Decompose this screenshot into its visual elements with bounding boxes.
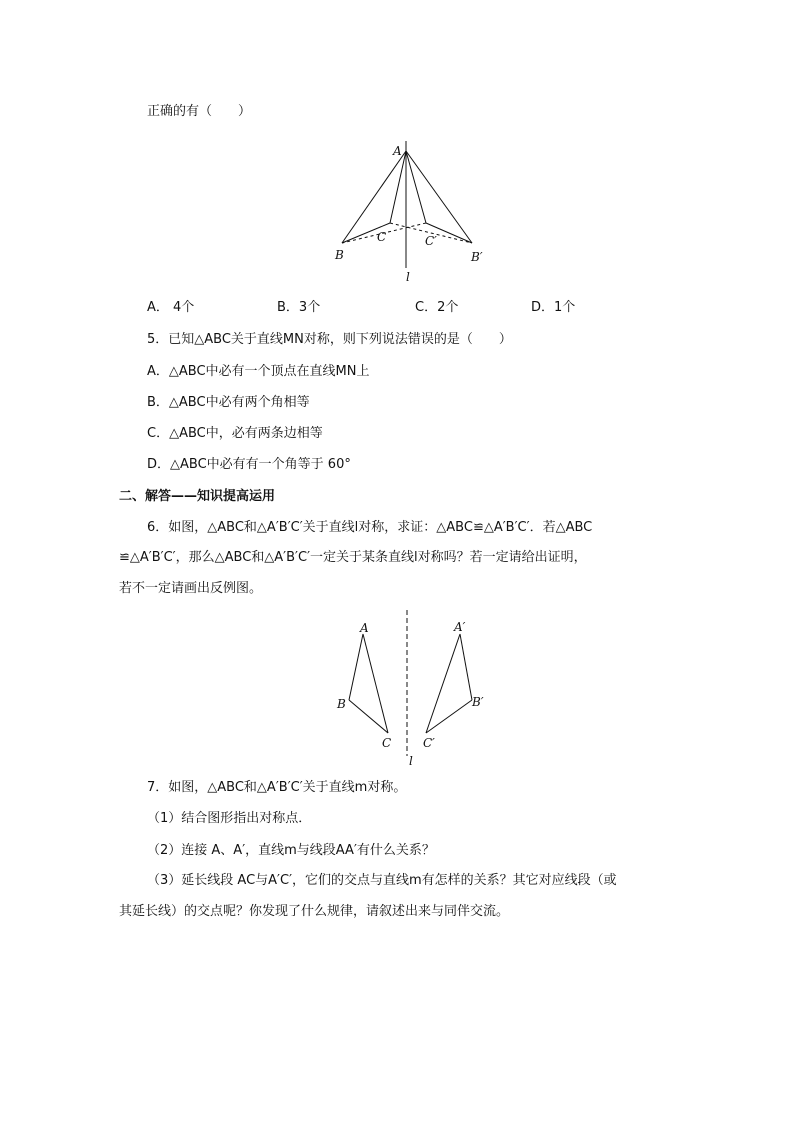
section2-heading: 二、解答——知识提高运用	[119, 489, 276, 504]
segment-AB	[349, 634, 363, 700]
label-C: C	[382, 736, 392, 750]
label-C-prime: C′	[425, 234, 437, 248]
q4-option-c: C．2个	[415, 300, 459, 315]
segment-AB-prime	[460, 634, 472, 700]
q4-option-d: D．1个	[531, 300, 576, 315]
label-B: B	[335, 248, 344, 262]
q4-option-a: A． 4个	[147, 300, 195, 315]
q4-tail-text: 正确的有（ ）	[147, 104, 252, 119]
label-B-prime: B′	[471, 250, 483, 264]
label-B: B	[337, 697, 346, 711]
label-A: A	[360, 621, 369, 635]
label-B-prime: B′	[472, 695, 484, 709]
q6-line-2: ≌△A′B′C′，那么△ABC和△A′B′C′一定关于某条直线l对称吗？若一定请给出证明，	[119, 550, 587, 565]
segment-BC	[349, 700, 388, 733]
label-l: l	[409, 754, 413, 768]
q7-part-3-cont: 其延长线）的交点呢？你发现了什么规律，请叙述出来与同伴交流。	[119, 904, 510, 919]
q5-option-c: C．△ABC中，必有两条边相等	[147, 426, 323, 441]
label-C: C	[377, 230, 387, 244]
q7-part-2: （2）连接 A、A′，直线m与线段AA′有什么关系？	[147, 843, 435, 858]
q6-line-3: 若不一定请画出反例图。	[119, 581, 263, 596]
q6-line-1: 6．如图，△ABC和△A′B′C′关于直线l对称，求证：△ABC≌△A′B′C′．若△ABC	[147, 520, 593, 535]
q5-stem: 5．已知△ABC关于直线MN对称，则下列说法错误的是（ ）	[147, 332, 512, 347]
q7-part-3: （3）延长线段 AC与A′C′，它们的交点与直线m有怎样的关系？其它对应线段（或	[147, 873, 617, 888]
q7-part-1: （1）结合图形指出对称点．	[147, 811, 312, 826]
segment-BC-prime	[426, 700, 472, 733]
segment-AC-prime	[426, 634, 460, 733]
label-C-prime: C′	[423, 736, 435, 750]
segment-AC-prime	[406, 151, 426, 223]
segment-AC	[363, 634, 388, 733]
figure-reflected-triangles	[330, 608, 500, 768]
q4-option-b: B．3个	[277, 300, 321, 315]
q7-stem: 7．如图，△ABC和△A′B′C′关于直线m对称。	[147, 780, 407, 795]
q5-option-d: D．△ABC中必有有一个角等于 60°	[147, 457, 351, 472]
q5-option-a: A．△ABC中必有一个顶点在直线MN上	[147, 364, 370, 379]
label-A-prime: A′	[454, 620, 466, 634]
label-l: l	[406, 270, 410, 284]
figure-kite-triangles	[320, 135, 500, 285]
label-A: A	[393, 144, 402, 158]
q5-option-b: B．△ABC中必有两个角相等	[147, 395, 310, 410]
